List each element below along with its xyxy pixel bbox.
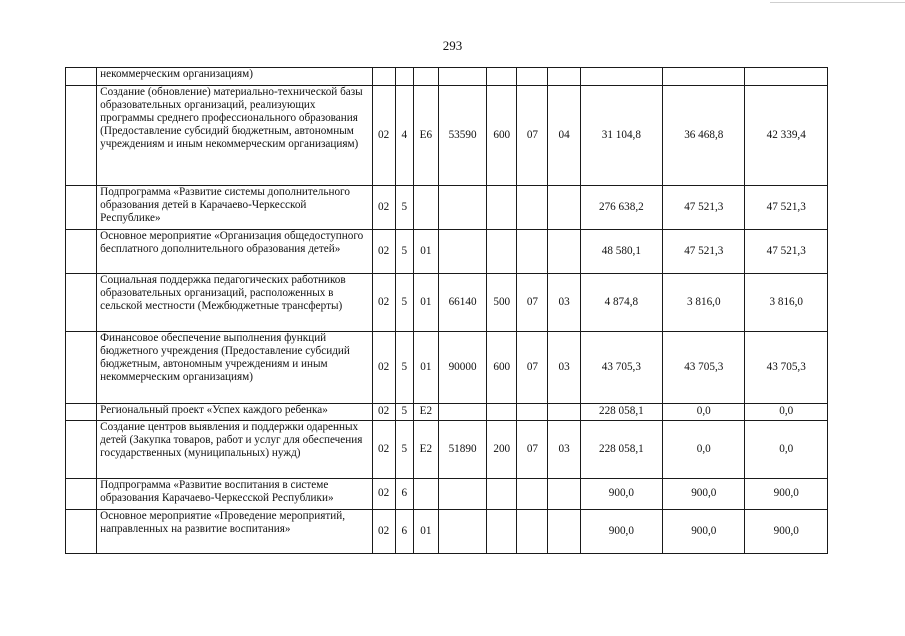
code-program: 02 (372, 274, 395, 332)
table-row (66, 421, 828, 479)
amount-year-2: 36 468,8 (663, 86, 745, 186)
code-subsection: 03 (548, 421, 580, 479)
code-subsection: 03 (548, 274, 580, 332)
code-subprogram: 5 (395, 332, 413, 404)
amount-year-2: 47 521,3 (663, 186, 745, 230)
row-index-cell (66, 332, 97, 404)
amount-year-3: 47 521,3 (745, 230, 828, 274)
amount-year-3: 3 816,0 (745, 274, 828, 332)
amount-year-1: 48 580,1 (580, 230, 662, 274)
row-description: Финансовое обеспечение выполнения функций бюджетного учреждения (Предоставление субсидий бюджетным, автономным учреждениям и иным некоммерческим организациям) (97, 332, 372, 404)
amount-year-2: 900,0 (663, 510, 745, 554)
page-number: 293 (442, 38, 463, 53)
row-index-cell (66, 274, 97, 332)
code-activity: Е6 (413, 86, 438, 186)
code-expense-type: 600 (487, 86, 517, 186)
amount-year-1: 4 874,8 (580, 274, 662, 332)
amount-year-1: 31 104,8 (580, 86, 662, 186)
code-program: 02 (372, 230, 395, 274)
amount-year-3: 0,0 (745, 404, 828, 421)
table-row (66, 186, 828, 230)
code-program (372, 68, 395, 86)
code-expense-type (487, 510, 517, 554)
row-index-cell (66, 230, 97, 274)
code-direction (438, 68, 486, 86)
code-expense-type (487, 230, 517, 274)
code-subsection: 03 (548, 332, 580, 404)
code-section: 07 (517, 421, 548, 479)
code-expense-type (487, 186, 517, 230)
code-subprogram: 5 (395, 404, 413, 421)
code-section (517, 68, 548, 86)
scan-edge-mark (770, 2, 905, 3)
row-description: Создание центров выявления и поддержки одаренных детей (Закупка товаров, работ и услуг для обеспечения государственных (муниципальных) нужд) (97, 421, 372, 479)
table-row (66, 68, 828, 86)
code-activity (413, 186, 438, 230)
amount-year-1: 228 058,1 (580, 421, 662, 479)
amount-year-3: 43 705,3 (745, 332, 828, 404)
code-subsection (548, 230, 580, 274)
table-row (66, 479, 828, 510)
code-direction: 90000 (438, 332, 486, 404)
code-section: 07 (517, 332, 548, 404)
code-subsection (548, 186, 580, 230)
code-direction (438, 230, 486, 274)
code-subsection: 04 (548, 86, 580, 186)
amount-year-1: 43 705,3 (580, 332, 662, 404)
code-expense-type: 600 (487, 332, 517, 404)
row-description: Создание (обновление) материально-технической базы образовательных организаций, реализующих программы среднего профессионального образования (Предоставление субсидий бюджетным, автономным учреждениям и иным некоммерческим организациям) (97, 86, 372, 186)
code-direction (438, 186, 486, 230)
code-subsection (548, 510, 580, 554)
table-row (66, 230, 828, 274)
row-description: Подпрограмма «Развитие воспитания в системе образования Карачаево-Черкесской Республики» (97, 479, 372, 510)
amount-year-2: 0,0 (663, 404, 745, 421)
row-description: Основное мероприятие «Проведение мероприятий, направленных на развитие воспитания» (97, 510, 372, 554)
table-row (66, 274, 828, 332)
row-index-cell (66, 510, 97, 554)
amount-year-3 (745, 68, 828, 86)
code-program: 02 (372, 332, 395, 404)
code-activity: 01 (413, 332, 438, 404)
code-section: 07 (517, 274, 548, 332)
budget-table (65, 67, 828, 554)
table-row (66, 404, 828, 421)
row-description: Региональный проект «Успех каждого ребенка» (97, 404, 372, 421)
amount-year-3: 42 339,4 (745, 86, 828, 186)
code-direction (438, 510, 486, 554)
code-activity: Е2 (413, 421, 438, 479)
code-direction: 51890 (438, 421, 486, 479)
amount-year-1: 276 638,2 (580, 186, 662, 230)
code-expense-type (487, 479, 517, 510)
code-section (517, 186, 548, 230)
amount-year-1: 228 058,1 (580, 404, 662, 421)
code-program: 02 (372, 404, 395, 421)
table-row (66, 510, 828, 554)
row-description: Основное мероприятие «Организация общедоступного бесплатного дополнительного образования детей» (97, 230, 372, 274)
code-program: 02 (372, 86, 395, 186)
code-subsection (548, 68, 580, 86)
code-direction (438, 479, 486, 510)
code-activity (413, 68, 438, 86)
code-section (517, 230, 548, 274)
row-description: Подпрограмма «Развитие системы дополнительного образования детей в Карачаево-Черкесской Республике» (97, 186, 372, 230)
amount-year-1 (580, 68, 662, 86)
amount-year-3: 0,0 (745, 421, 828, 479)
code-program: 02 (372, 479, 395, 510)
code-activity: 01 (413, 230, 438, 274)
row-index-cell (66, 404, 97, 421)
code-subsection (548, 479, 580, 510)
table-row (66, 86, 828, 186)
code-subsection (548, 404, 580, 421)
amount-year-3: 47 521,3 (745, 186, 828, 230)
code-expense-type: 500 (487, 274, 517, 332)
code-expense-type: 200 (487, 421, 517, 479)
row-index-cell (66, 68, 97, 86)
amount-year-3: 900,0 (745, 479, 828, 510)
code-expense-type (487, 68, 517, 86)
code-subprogram: 6 (395, 479, 413, 510)
row-index-cell (66, 421, 97, 479)
amount-year-2: 43 705,3 (663, 332, 745, 404)
code-section (517, 510, 548, 554)
amount-year-2: 0,0 (663, 421, 745, 479)
code-program: 02 (372, 510, 395, 554)
code-direction: 53590 (438, 86, 486, 186)
amount-year-1: 900,0 (580, 479, 662, 510)
code-direction (438, 404, 486, 421)
row-description: Социальная поддержка педагогических работников образовательных организаций, расположенных в сельской местности (Межбюджетные трансферты) (97, 274, 372, 332)
row-description: некоммерческим организациям) (97, 68, 372, 86)
code-activity: 01 (413, 274, 438, 332)
code-subprogram: 6 (395, 510, 413, 554)
amount-year-2 (663, 68, 745, 86)
code-activity: Е2 (413, 404, 438, 421)
code-activity: 01 (413, 510, 438, 554)
amount-year-3: 900,0 (745, 510, 828, 554)
amount-year-2: 900,0 (663, 479, 745, 510)
row-index-cell (66, 479, 97, 510)
code-section: 07 (517, 86, 548, 186)
code-activity (413, 479, 438, 510)
code-subprogram: 4 (395, 86, 413, 186)
code-subprogram: 5 (395, 274, 413, 332)
code-section (517, 479, 548, 510)
row-index-cell (66, 186, 97, 230)
code-subprogram: 5 (395, 230, 413, 274)
code-subprogram: 5 (395, 421, 413, 479)
code-expense-type (487, 404, 517, 421)
amount-year-2: 3 816,0 (663, 274, 745, 332)
code-subprogram (395, 68, 413, 86)
table-row (66, 332, 828, 404)
row-index-cell (66, 86, 97, 186)
code-subprogram: 5 (395, 186, 413, 230)
code-section (517, 404, 548, 421)
amount-year-1: 900,0 (580, 510, 662, 554)
amount-year-2: 47 521,3 (663, 230, 745, 274)
code-program: 02 (372, 186, 395, 230)
code-direction: 66140 (438, 274, 486, 332)
code-program: 02 (372, 421, 395, 479)
